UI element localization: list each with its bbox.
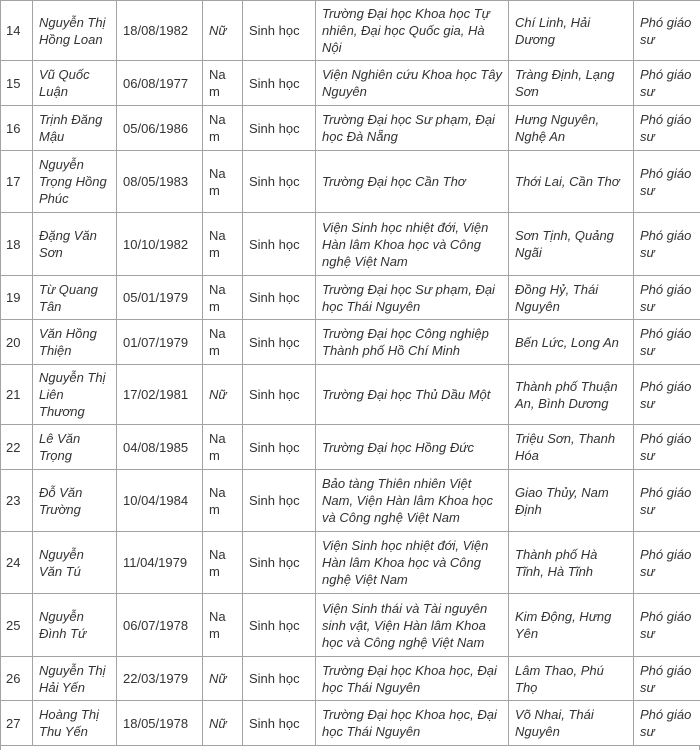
row-number: 18: [1, 213, 33, 276]
workplace: Bảo tàng Thiên nhiên Việt Nam, Viện Hàn lâm Khoa học và Công nghệ Việt Nam: [316, 470, 509, 532]
birth-date: 08/05/1983: [117, 151, 203, 213]
academic-title: Phó giáo sư: [634, 320, 700, 365]
academic-title: Phó giáo sư: [634, 532, 700, 594]
discipline: Sinh học: [243, 106, 316, 151]
gender: Nam: [203, 151, 243, 213]
row-number: 25: [1, 594, 33, 657]
row-number: 17: [1, 151, 33, 213]
workplace: Trường Đại học Sư phạm, Đại học Đà Nẵng: [316, 106, 509, 151]
academic-title: Phó giáo sư: [634, 425, 700, 470]
birth-date: 10/04/1984: [117, 470, 203, 532]
birth-date: 06/08/1977: [117, 61, 203, 106]
row-number: 24: [1, 532, 33, 594]
discipline: Sinh học: [243, 320, 316, 365]
full-name: Nguyễn Thị Hải Yến: [33, 657, 117, 701]
hometown: Thành phố Hà Tĩnh, Hà Tĩnh: [509, 532, 634, 594]
full-name: Văn Hồng Thiện: [33, 320, 117, 365]
gender: Nam: [203, 106, 243, 151]
full-name: Hoàng Thị Thu Yến: [33, 701, 117, 746]
table-row: [1, 532, 700, 594]
workplace: Trường Đại học Khoa học, Đại học Thái Nguyên: [316, 657, 509, 701]
hometown: Giao Thủy, Nam Định: [509, 470, 634, 532]
workplace: Trường Đại học Hồng Đức: [316, 425, 509, 470]
gender: Nam: [203, 470, 243, 532]
hometown: Chí Linh, Hải Dương: [509, 1, 634, 61]
table-row: [1, 1, 700, 61]
table-body: [1, 1, 700, 746]
gender: Nữ: [203, 365, 243, 425]
birth-date: 01/07/1979: [117, 320, 203, 365]
gender: Nam: [203, 320, 243, 365]
gender: Nữ: [203, 1, 243, 61]
birth-date: 05/06/1986: [117, 106, 203, 151]
workplace: Trường Đại học Công nghiệp Thành phố Hồ Chí Minh: [316, 320, 509, 365]
full-name: Vũ Quốc Luận: [33, 61, 117, 106]
table-continuation: [0, 746, 700, 750]
gender: Nữ: [203, 701, 243, 746]
discipline: Sinh học: [243, 657, 316, 701]
discipline: Sinh học: [243, 151, 316, 213]
table-row: [1, 365, 700, 425]
row-number: 23: [1, 470, 33, 532]
workplace: Viện Nghiên cứu Khoa học Tây Nguyên: [316, 61, 509, 106]
hometown: Hưng Nguyên, Nghệ An: [509, 106, 634, 151]
gender: Nam: [203, 213, 243, 276]
academic-title: Phó giáo sư: [634, 151, 700, 213]
full-name: Đặng Văn Sơn: [33, 213, 117, 276]
gender: Nữ: [203, 657, 243, 701]
discipline: Sinh học: [243, 365, 316, 425]
academic-title: Phó giáo sư: [634, 61, 700, 106]
discipline: Sinh học: [243, 213, 316, 276]
full-name: Đỗ Văn Trường: [33, 470, 117, 532]
workplace: Trường Đại học Cần Thơ: [316, 151, 509, 213]
academic-title: Phó giáo sư: [634, 1, 700, 61]
birth-date: 04/08/1985: [117, 425, 203, 470]
workplace: Viện Sinh thái và Tài nguyên sinh vật, Viện Hàn lâm Khoa học và Công nghệ Việt Nam: [316, 594, 509, 657]
discipline: Sinh học: [243, 276, 316, 320]
discipline: Sinh học: [243, 470, 316, 532]
hometown: Thành phố Thuận An, Bình Dương: [509, 365, 634, 425]
row-number: 15: [1, 61, 33, 106]
workplace: Viện Sinh học nhiệt đới, Viện Hàn lâm Khoa học và Công nghệ Việt Nam: [316, 532, 509, 594]
table-row: [1, 425, 700, 470]
discipline: Sinh học: [243, 1, 316, 61]
row-number: 16: [1, 106, 33, 151]
hometown: Thới Lai, Cần Thơ: [509, 151, 634, 213]
workplace: Trường Đại học Sư phạm, Đại học Thái Nguyên: [316, 276, 509, 320]
discipline: Sinh học: [243, 532, 316, 594]
birth-date: 05/01/1979: [117, 276, 203, 320]
row-number: 21: [1, 365, 33, 425]
table-row: [1, 213, 700, 276]
gender: Nam: [203, 532, 243, 594]
gender: Nam: [203, 594, 243, 657]
hometown: Bến Lức, Long An: [509, 320, 634, 365]
birth-date: 18/08/1982: [117, 1, 203, 61]
discipline: Sinh học: [243, 594, 316, 657]
row-number: 22: [1, 425, 33, 470]
hometown: Kim Động, Hưng Yên: [509, 594, 634, 657]
discipline: Sinh học: [243, 61, 316, 106]
birth-date: 18/05/1978: [117, 701, 203, 746]
hometown: Võ Nhai, Thái Nguyên: [509, 701, 634, 746]
academic-title: Phó giáo sư: [634, 470, 700, 532]
full-name: Nguyễn Văn Tú: [33, 532, 117, 594]
row-number: 26: [1, 657, 33, 701]
workplace: Trường Đại học Khoa học, Đại học Thái Nguyên: [316, 701, 509, 746]
row-number: 14: [1, 1, 33, 61]
table-row: [1, 701, 700, 746]
discipline: Sinh học: [243, 425, 316, 470]
row-number: 20: [1, 320, 33, 365]
hometown: Tràng Định, Lạng Sơn: [509, 61, 634, 106]
workplace: Viện Sinh học nhiệt đới, Viện Hàn lâm Khoa học và Công nghệ Việt Nam: [316, 213, 509, 276]
full-name: Nguyễn Trọng Hồng Phúc: [33, 151, 117, 213]
table-row: [1, 320, 700, 365]
hometown: Triệu Sơn, Thanh Hóa: [509, 425, 634, 470]
table-row: [1, 61, 700, 106]
table-row: [1, 151, 700, 213]
full-name: Lê Văn Trọng: [33, 425, 117, 470]
discipline: Sinh học: [243, 701, 316, 746]
hometown: Sơn Tịnh, Quảng Ngãi: [509, 213, 634, 276]
academic-title: Phó giáo sư: [634, 701, 700, 746]
birth-date: 06/07/1978: [117, 594, 203, 657]
academic-title: Phó giáo sư: [634, 657, 700, 701]
full-name: Nguyễn Thị Liên Thương: [33, 365, 117, 425]
full-name: Nguyễn Thị Hồng Loan: [33, 1, 117, 61]
table-row: [1, 106, 700, 151]
full-name: Nguyễn Đình Tứ: [33, 594, 117, 657]
row-number: 27: [1, 701, 33, 746]
workplace: Trường Đại học Khoa học Tự nhiên, Đại học Quốc gia, Hà Nội: [316, 1, 509, 61]
birth-date: 11/04/1979: [117, 532, 203, 594]
hometown: Đồng Hỷ, Thái Nguyên: [509, 276, 634, 320]
workplace: Trường Đại học Thủ Dầu Một: [316, 365, 509, 425]
academic-title: Phó giáo sư: [634, 365, 700, 425]
table-row: [1, 657, 700, 701]
birth-date: 17/02/1981: [117, 365, 203, 425]
table-row: [1, 594, 700, 657]
gender: Nam: [203, 425, 243, 470]
hometown: Lâm Thao, Phú Thọ: [509, 657, 634, 701]
academic-title: Phó giáo sư: [634, 276, 700, 320]
birth-date: 10/10/1982: [117, 213, 203, 276]
academic-title: Phó giáo sư: [634, 213, 700, 276]
table-row: [1, 470, 700, 532]
academic-title: Phó giáo sư: [634, 594, 700, 657]
gender: Nam: [203, 61, 243, 106]
full-name: Trịnh Đăng Mậu: [33, 106, 117, 151]
birth-date: 22/03/1979: [117, 657, 203, 701]
gender: Nam: [203, 276, 243, 320]
academic-title: Phó giáo sư: [634, 106, 700, 151]
full-name: Từ Quang Tân: [33, 276, 117, 320]
row-number: 19: [1, 276, 33, 320]
table-row: [1, 276, 700, 320]
